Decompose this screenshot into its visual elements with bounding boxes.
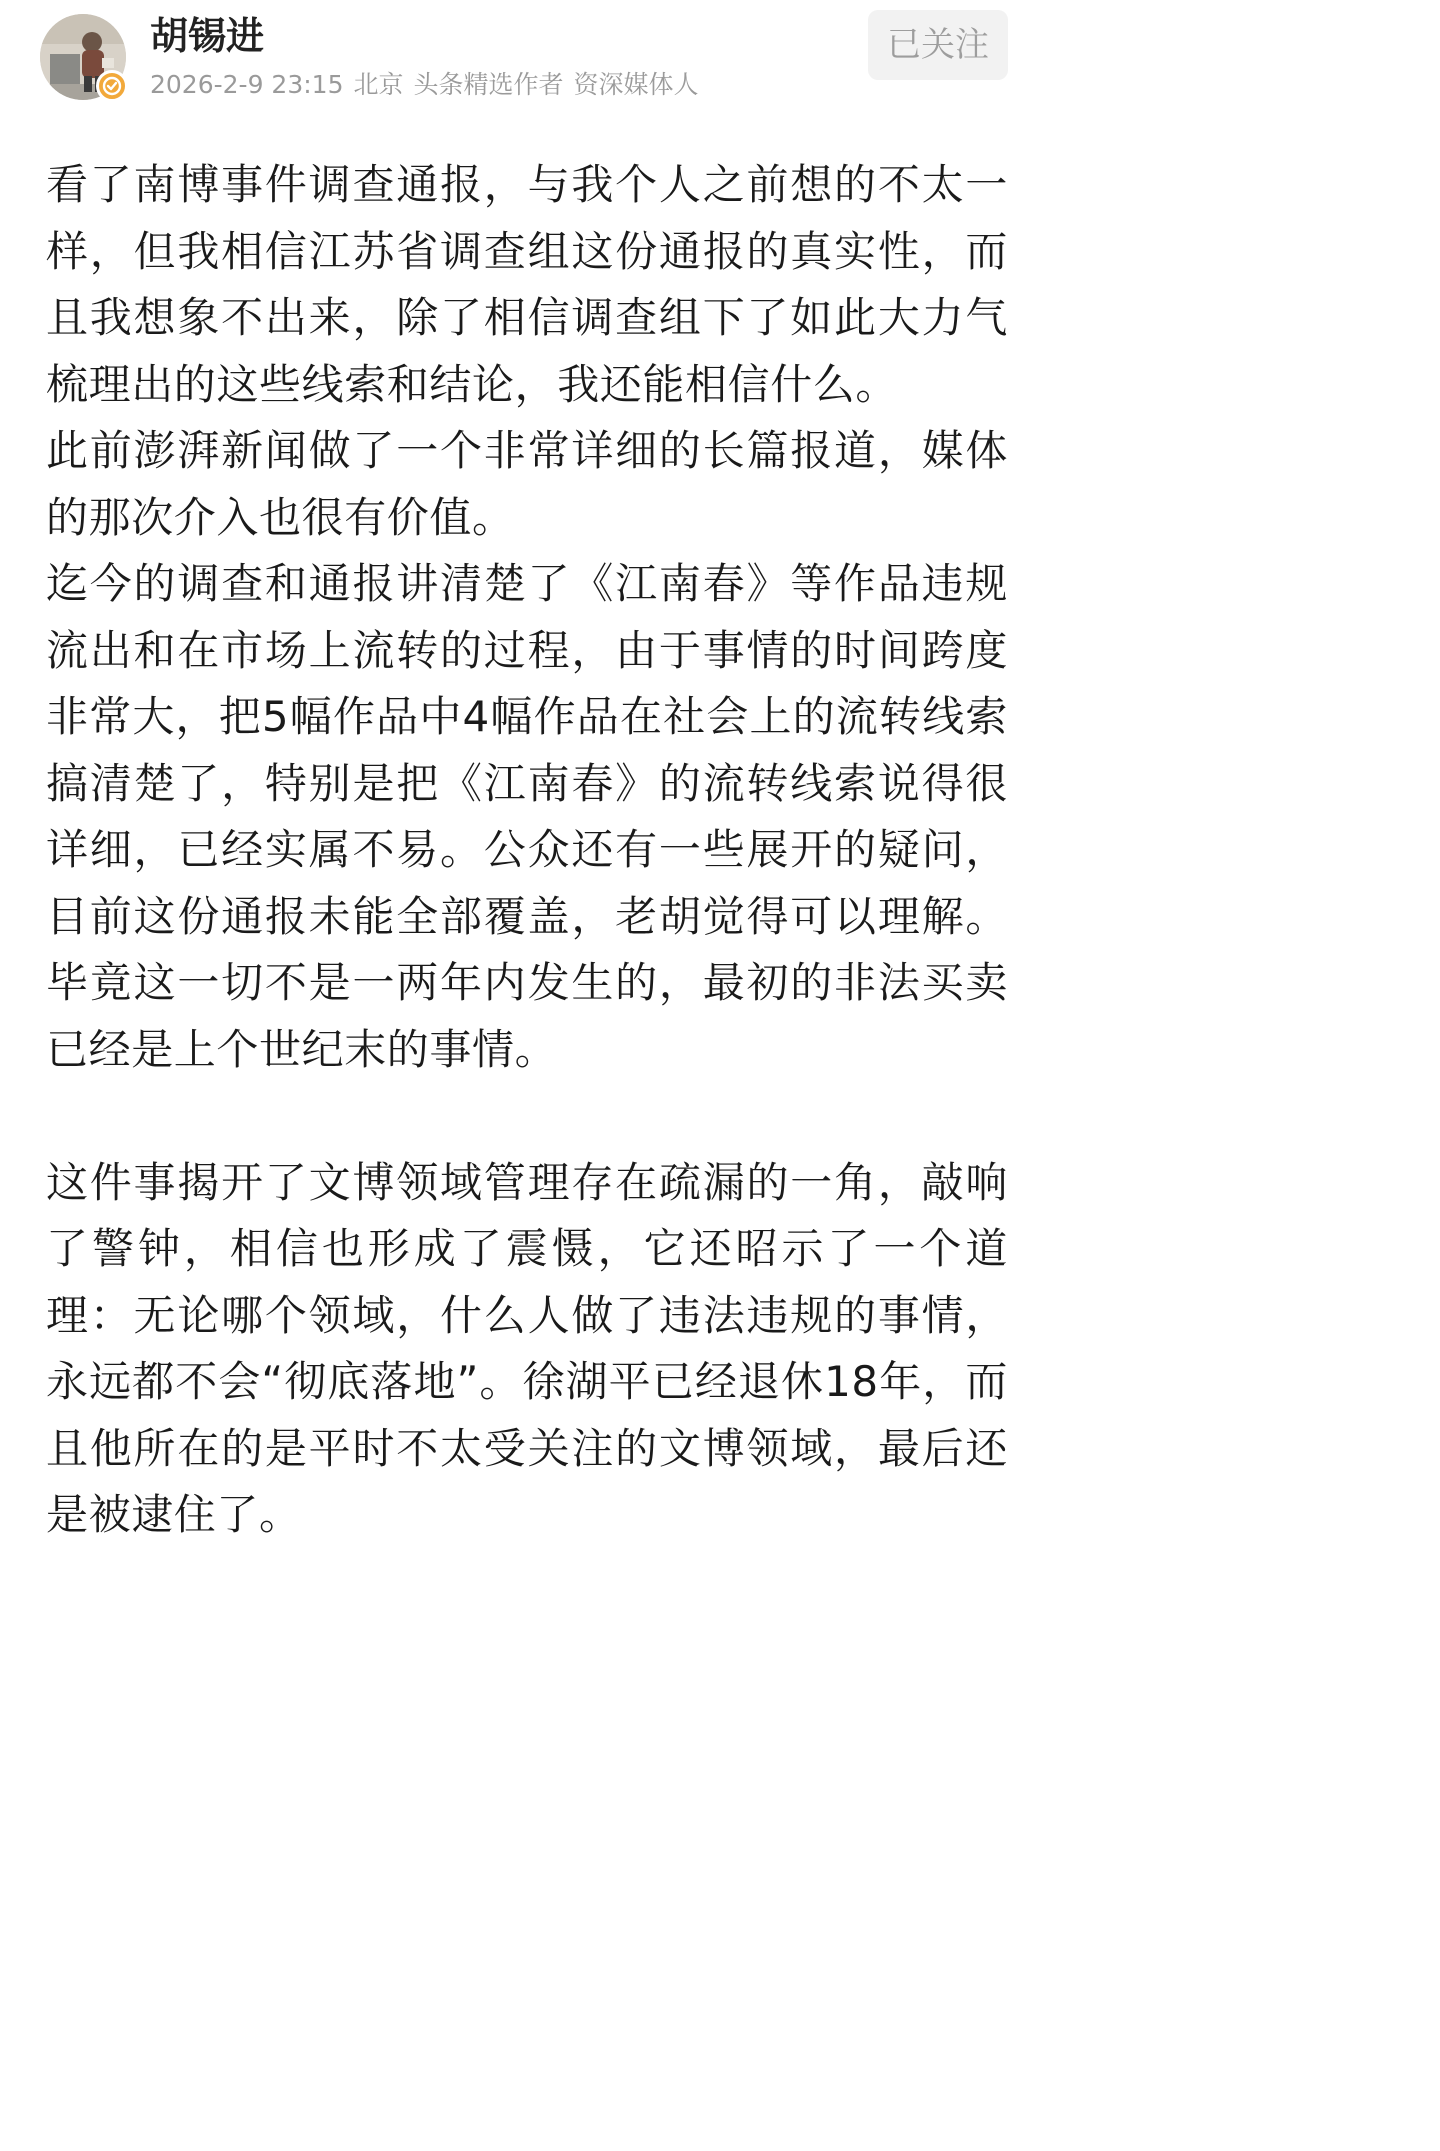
post-location: 北京 xyxy=(353,70,404,99)
post-header xyxy=(0,0,1049,110)
article-paragraph: 此前澎湃新闻做了一个非常详细的长篇报道，媒体的那次介入也很有价值。 xyxy=(46,426,1008,542)
verified-badge-icon xyxy=(96,70,128,102)
follow-button[interactable]: 已关注 xyxy=(868,10,1008,80)
author-tag-selected-writer: 头条精选作者 xyxy=(413,70,564,99)
article-paragraph: 迄今的调查和通报讲清楚了《江南春》等作品违规流出和在市场上流转的过程，由于事情的时间跨度非常大，把5幅作品中4幅作品在社会上的流转线索搞清楚了，特别是把《江南春》的流转线索说得很详细，已经实属不易。公众还有一些展开的疑问，目前这份通报未能全部覆盖，老胡觉得可以理解。毕竟这一切不是一两年内发生的，最初的非法买卖已经是上个世纪末的事情。 xyxy=(46,559,1008,1074)
author-tag-senior-media: 资深媒体人 xyxy=(573,70,699,99)
article-paragraph: 这件事揭开了文博领域管理存在疏漏的一角，敲响了警钟，相信也形成了震慑，它还昭示了一个道理：无论哪个领域，什么人做了违法违规的事情，永远都不会“彻底落地”。徐湖平已经退休18年，而且他所在的是平时不太受关注的文博领域，最后还是被逮住了。 xyxy=(46,1157,1008,1539)
post-datetime: 2026-2-9 23:15 xyxy=(150,70,344,99)
post-meta xyxy=(150,68,709,102)
author-name[interactable]: 胡锡进 xyxy=(150,14,265,58)
article-body xyxy=(46,152,1008,1549)
article-paragraph: 看了南博事件调查通报，与我个人之前想的不太一样，但我相信江苏省调查组这份通报的真实性，而且我想象不出来，除了相信调查组下了如此大力气梳理出的这些线索和结论，我还能相信什么。 xyxy=(46,160,1008,409)
paragraph-spacer xyxy=(46,1083,1008,1150)
